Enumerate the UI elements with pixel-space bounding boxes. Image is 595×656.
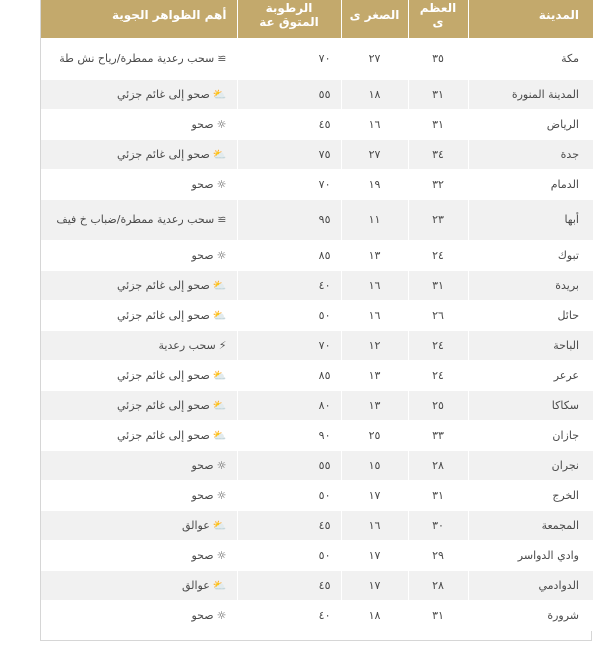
city-cell: الرياض	[468, 109, 593, 139]
phenomena-text: عوالق	[181, 518, 210, 532]
min-temp-cell: ١٨	[341, 79, 408, 109]
table-body	[41, 38, 593, 630]
humidity-cell: ٤٠	[237, 270, 341, 300]
table-row	[41, 420, 593, 450]
humidity-cell: ٩٠	[237, 420, 341, 450]
min-temp-cell: ١٥	[341, 450, 408, 480]
windy-rain-icon: ≅	[217, 51, 227, 65]
table-row	[41, 240, 593, 270]
phenomena-text: صحو	[191, 458, 214, 472]
max-temp-cell: ٣٣	[408, 420, 468, 450]
phenomena-cell	[41, 390, 237, 420]
min-temp-cell: ١٦	[341, 510, 408, 540]
max-temp-cell: ٢٩	[408, 540, 468, 570]
table-row	[41, 330, 593, 360]
sunny-icon: ☼	[216, 488, 227, 502]
phenomena-text: سحب رعدية	[158, 338, 216, 352]
sunny-icon: ☼	[216, 458, 227, 472]
city-cell: تبوك	[468, 240, 593, 270]
min-temp-cell: ١٧	[341, 570, 408, 600]
max-temp-cell: ٣١	[408, 480, 468, 510]
phenomena-text: صحو إلى غائم جزئي	[117, 308, 210, 322]
phenomena-text: سحب رعدية ممطرة/رياح نش طة	[59, 51, 215, 65]
min-temp-cell: ١٢	[341, 330, 408, 360]
weather-table	[41, 0, 593, 631]
max-temp-cell: ٣٢	[408, 169, 468, 199]
weather-table-container	[40, 0, 592, 641]
min-temp-cell: ١٦	[341, 270, 408, 300]
table-row	[41, 570, 593, 600]
min-temp-cell: ٢٥	[341, 420, 408, 450]
city-cell: الدمام	[468, 169, 593, 199]
partly-cloudy-icon: ⛅	[212, 428, 227, 442]
max-temp-cell: ٣١	[408, 109, 468, 139]
table-row	[41, 79, 593, 109]
phenomena-cell	[41, 600, 237, 630]
max-temp-cell: ٢٨	[408, 450, 468, 480]
table-header	[41, 0, 593, 38]
phenomena-text: صحو	[191, 608, 214, 622]
table-row	[41, 540, 593, 570]
table-row	[41, 480, 593, 510]
max-temp-cell: ٢٣	[408, 199, 468, 240]
min-temp-cell: ١٣	[341, 360, 408, 390]
header-phenomena: أهم الظواهر الجوية	[111, 8, 227, 22]
humidity-cell: ٩٥	[237, 199, 341, 240]
sunny-icon: ☼	[216, 117, 227, 131]
phenomena-cell	[41, 270, 237, 300]
humidity-cell: ٧٠	[237, 169, 341, 199]
max-temp-cell: ٢٤	[408, 240, 468, 270]
table-row	[41, 199, 593, 240]
city-cell: حائل	[468, 300, 593, 330]
phenomena-text: سحب رعدية ممطرة/ضباب خ فيف	[56, 213, 215, 226]
min-temp-cell: ١٧	[341, 480, 408, 510]
city-cell: المجمعة	[468, 510, 593, 540]
header-max-temp: العظم ى	[408, 0, 468, 38]
table-row	[41, 360, 593, 390]
sunny-icon: ☼	[216, 177, 227, 191]
phenomena-cell	[41, 169, 237, 199]
phenomena-cell	[41, 38, 237, 79]
city-cell: الدوادمي	[468, 570, 593, 600]
city-cell: مكة	[468, 38, 593, 79]
humidity-cell: ٧٥	[237, 139, 341, 169]
humidity-cell: ٥٠	[237, 300, 341, 330]
sunny-icon: ☼	[216, 248, 227, 262]
partly-cloudy-icon: ⛅	[212, 87, 227, 101]
max-temp-cell: ٣٥	[408, 38, 468, 79]
min-temp-cell: ١٩	[341, 169, 408, 199]
phenomena-text: صحو إلى غائم جزئي	[117, 278, 210, 292]
phenomena-text: صحو إلى غائم جزئي	[117, 398, 210, 412]
phenomena-text: صحو	[191, 117, 214, 131]
partly-cloudy-icon: ⛅	[212, 147, 227, 161]
windy-rain-icon: ≅	[217, 213, 227, 226]
city-cell: المدينة المنورة	[468, 79, 593, 109]
table-row	[41, 169, 593, 199]
min-temp-cell: ٢٧	[341, 38, 408, 79]
phenomena-cell	[41, 300, 237, 330]
thunderstorm-icon: ⚡	[218, 338, 227, 352]
phenomena-text: صحو	[191, 177, 214, 191]
phenomena-cell	[41, 420, 237, 450]
max-temp-cell: ٣٤	[408, 139, 468, 169]
min-temp-cell: ١١	[341, 199, 408, 240]
humidity-cell: ٤٠	[237, 600, 341, 630]
min-temp-cell: ١٣	[341, 390, 408, 420]
min-temp-cell: ١٨	[341, 600, 408, 630]
header-city: المدينة	[468, 0, 593, 38]
min-temp-cell: ١٣	[341, 240, 408, 270]
max-temp-cell: ٣١	[408, 600, 468, 630]
phenomena-cell	[41, 480, 237, 510]
city-cell: شرورة	[468, 600, 593, 630]
table-row	[41, 510, 593, 540]
min-temp-cell: ١٦	[341, 300, 408, 330]
header-humidity: الرطوبة المتوق عة	[237, 0, 341, 38]
city-cell: نجران	[468, 450, 593, 480]
humidity-cell: ٥٥	[237, 79, 341, 109]
partly-cloudy-icon: ⛅	[212, 398, 227, 412]
phenomena-cell	[41, 510, 237, 540]
partly-cloudy-icon: ⛅	[212, 308, 227, 322]
phenomena-text: صحو	[191, 248, 214, 262]
min-temp-cell: ١٦	[341, 109, 408, 139]
min-temp-cell: ٢٧	[341, 139, 408, 169]
table-row	[41, 270, 593, 300]
humidity-cell: ٨٥	[237, 240, 341, 270]
table-row	[41, 300, 593, 330]
humidity-cell: ٥٠	[237, 540, 341, 570]
phenomena-text: صحو	[191, 548, 214, 562]
city-cell: جازان	[468, 420, 593, 450]
phenomena-text: عوالق	[181, 578, 210, 592]
table-row	[41, 450, 593, 480]
city-cell: بريدة	[468, 270, 593, 300]
phenomena-text: صحو	[191, 488, 214, 502]
max-temp-cell: ٣١	[408, 270, 468, 300]
max-temp-cell: ٢٤	[408, 330, 468, 360]
phenomena-cell	[41, 240, 237, 270]
phenomena-cell	[41, 540, 237, 570]
humidity-cell: ٨٥	[237, 360, 341, 390]
phenomena-text: صحو إلى غائم جزئي	[117, 147, 210, 161]
city-cell: الباحة	[468, 330, 593, 360]
partly-cloudy-icon: ⛅	[212, 518, 227, 532]
humidity-cell: ٧٠	[237, 38, 341, 79]
partly-cloudy-icon: ⛅	[212, 368, 227, 382]
city-cell: جدة	[468, 139, 593, 169]
sunny-icon: ☼	[216, 608, 227, 622]
max-temp-cell: ٢٥	[408, 390, 468, 420]
table-row	[41, 390, 593, 420]
humidity-cell: ٨٠	[237, 390, 341, 420]
phenomena-text: صحو إلى غائم جزئي	[117, 87, 210, 101]
table-row	[41, 600, 593, 630]
phenomena-cell	[41, 79, 237, 109]
partly-cloudy-icon: ⛅	[212, 578, 227, 592]
phenomena-cell	[41, 330, 237, 360]
humidity-cell: ٤٥	[237, 570, 341, 600]
table-row	[41, 109, 593, 139]
table-row	[41, 38, 593, 79]
max-temp-cell: ٢٦	[408, 300, 468, 330]
max-temp-cell: ٣١	[408, 79, 468, 109]
phenomena-cell	[41, 199, 237, 240]
humidity-cell: ٤٥	[237, 109, 341, 139]
phenomena-cell	[41, 109, 237, 139]
phenomena-text: صحو إلى غائم جزئي	[117, 368, 210, 382]
humidity-cell: ٥٥	[237, 450, 341, 480]
city-cell: عرعر	[468, 360, 593, 390]
humidity-cell: ٧٠	[237, 330, 341, 360]
header-row	[41, 0, 593, 38]
city-cell: سكاكا	[468, 390, 593, 420]
max-temp-cell: ٢٤	[408, 360, 468, 390]
header-min-temp: الصغر ى	[341, 0, 408, 38]
city-cell: وادي الدواسر	[468, 540, 593, 570]
humidity-cell: ٥٠	[237, 480, 341, 510]
max-temp-cell: ٢٨	[408, 570, 468, 600]
humidity-cell: ٤٥	[237, 510, 341, 540]
min-temp-cell: ١٧	[341, 540, 408, 570]
city-cell: الخرج	[468, 480, 593, 510]
phenomena-cell	[41, 360, 237, 390]
phenomena-cell	[41, 139, 237, 169]
partly-cloudy-icon: ⛅	[212, 278, 227, 292]
sunny-icon: ☼	[216, 548, 227, 562]
phenomena-cell	[41, 570, 237, 600]
phenomena-text: صحو إلى غائم جزئي	[117, 428, 210, 442]
table-row	[41, 139, 593, 169]
city-cell: أبها	[468, 199, 593, 240]
phenomena-cell	[41, 450, 237, 480]
max-temp-cell: ٣٠	[408, 510, 468, 540]
